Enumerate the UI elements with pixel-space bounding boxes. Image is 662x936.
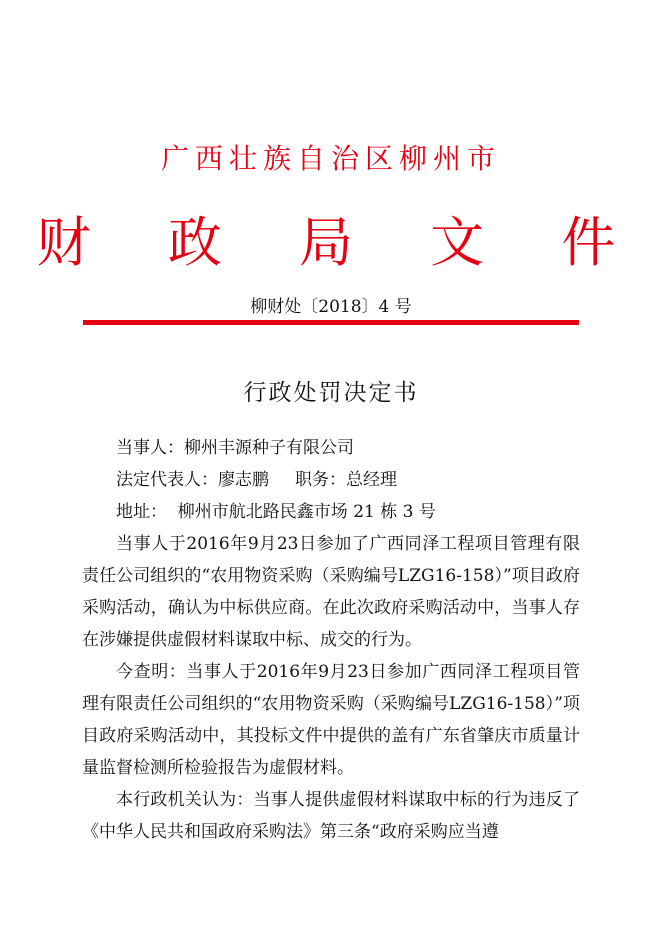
issuer-document-heading: 财 政 局 文 件 (36, 211, 646, 274)
representative-position: 职务：总经理 (295, 470, 397, 490)
document-title: 行政处罚决定书 (243, 380, 419, 406)
paragraph-3: 本行政机关认为：当事人提供虚假材料谋取中标的行为违反了《中华人民共和国政府采购法》第三条“政府采购应当遵 (82, 790, 580, 842)
issuer-name: 广西壮族自治区柳州市 (160, 142, 501, 175)
paragraph-2: 今查明：当事人于2016年9月23日参加广西同泽工程项目管理有限责任公司组织的“农用物资采购（采购编号LZG16-158）”项目政府采购活动中，其投标文件中提供的盖有广东省肇庆市质量计量监督检测所检验报告为虚假材料。 (82, 662, 580, 778)
legal-representative: 法定代表人：廖志鹏 (116, 470, 269, 490)
party-line: 当事人：柳州丰源种子有限公司 (116, 438, 354, 458)
address-line: 地址： 柳州市航北路民鑫市场 21 栋 3 号 (116, 502, 436, 522)
document-number: 柳财处〔2018〕4 号 (250, 297, 412, 317)
paragraph-1: 当事人于2016年9月23日参加了广西同泽工程项目管理有限责任公司组织的“农用物资采购（采购编号LZG16-158）”项目政府采购活动，确认为中标供应商。在此次政府采购活动中，当事人存在涉嫌提供虚假材料谋取中标、成交的行为。 (82, 534, 580, 650)
red-divider-line (83, 320, 579, 325)
legal-representative-row (82, 464, 580, 496)
document-body (82, 432, 580, 848)
